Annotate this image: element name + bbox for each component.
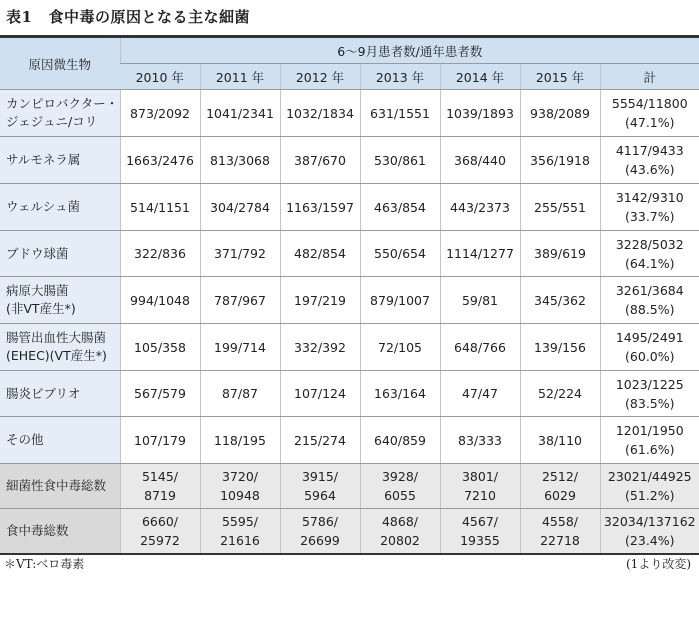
row-label-line: その他 <box>6 432 44 447</box>
total-line: 1201/1950 <box>615 423 684 438</box>
cell-line: 22718 <box>540 532 580 548</box>
row-label <box>0 509 120 554</box>
total-cell <box>600 90 699 137</box>
footnote-vt: ＊VT:ベロ毒素 <box>4 557 85 571</box>
header-total: 計 <box>600 64 699 90</box>
total-line: (83.5%) <box>625 395 675 411</box>
cell-line: 72/105 <box>378 339 422 355</box>
cell-line: 530/861 <box>374 152 426 168</box>
data-cell <box>280 464 360 509</box>
cell-line: 107/124 <box>294 386 346 401</box>
data-cell <box>200 277 280 324</box>
data-cell <box>120 137 200 184</box>
data-cell <box>360 231 440 277</box>
data-cell <box>280 184 360 231</box>
cell-line: 2512/ <box>541 469 579 484</box>
data-cell <box>520 184 600 231</box>
total-line: 1023/1225 <box>615 376 684 392</box>
total-line: 3228/5032 <box>615 236 684 252</box>
cell-line: 20802 <box>380 532 420 548</box>
cell-line: 631/1551 <box>370 105 430 121</box>
cell-line: 199/714 <box>214 339 266 355</box>
cell-line: 6029 <box>544 488 576 503</box>
cell-line: 994/1048 <box>130 292 190 308</box>
cell-line: 5145/ <box>141 469 179 484</box>
header-row-label: 原因微生物 <box>0 37 120 90</box>
row-label-line: 食中毒総数 <box>6 522 69 538</box>
data-cell <box>200 464 280 509</box>
data-cell <box>120 231 200 277</box>
data-cell <box>360 184 440 231</box>
data-cell <box>440 371 520 417</box>
cell-line: 1032/1834 <box>286 105 354 121</box>
data-cell <box>120 324 200 371</box>
table-row <box>0 90 699 137</box>
table-row <box>0 137 699 184</box>
cell-line: 514/1151 <box>130 199 190 215</box>
total-cell <box>600 184 699 231</box>
total-cell <box>600 417 699 464</box>
data-cell <box>360 90 440 137</box>
data-cell <box>280 277 360 324</box>
total-line: 3142/9310 <box>615 190 684 205</box>
row-label <box>0 184 120 231</box>
data-cell <box>520 90 600 137</box>
food-poisoning-table <box>0 35 699 555</box>
data-cell <box>440 184 520 231</box>
total-line: (64.1%) <box>625 255 675 271</box>
data-cell <box>120 277 200 324</box>
total-line: (33.7%) <box>625 209 675 224</box>
cell-line: 304/2784 <box>210 199 270 215</box>
row-label <box>0 324 120 371</box>
cell-line: 139/156 <box>534 339 586 355</box>
data-cell <box>360 277 440 324</box>
cell-line: 938/2089 <box>530 105 590 121</box>
header-group: 6～9月患者数/通年患者数 <box>120 37 699 64</box>
cell-line: 47/47 <box>461 386 499 401</box>
table-row <box>0 417 699 464</box>
data-cell <box>360 464 440 509</box>
row-label-line: ジェジュニ/コリ <box>6 114 98 129</box>
data-cell <box>120 184 200 231</box>
cell-line: 4567/ <box>461 513 499 529</box>
data-cell <box>440 137 520 184</box>
data-cell <box>120 464 200 509</box>
cell-line: 482/854 <box>294 246 346 261</box>
cell-line: 1114/1277 <box>446 246 514 261</box>
cell-line: 5595/ <box>221 513 259 529</box>
cell-line: 215/274 <box>294 432 346 448</box>
data-cell <box>360 371 440 417</box>
data-cell <box>200 324 280 371</box>
header-year: 2015 年 <box>520 64 600 90</box>
cell-line: 83/333 <box>458 432 502 448</box>
data-cell <box>200 417 280 464</box>
table-caption: 食中毒の原因となる主な細菌 <box>48 8 250 26</box>
data-cell <box>280 371 360 417</box>
row-label-line: 腸管出血性大腸菌 <box>6 330 107 345</box>
cell-line: 356/1918 <box>530 152 590 168</box>
cell-line: 879/1007 <box>370 292 430 308</box>
cell-line: 107/179 <box>134 432 186 448</box>
data-cell <box>280 90 360 137</box>
cell-line: 3928/ <box>381 469 419 484</box>
row-label-line: (非VT産生*) <box>6 301 76 316</box>
data-cell <box>200 231 280 277</box>
cell-line: 38/110 <box>538 432 582 448</box>
footnote-source: (1より改変) <box>626 557 691 571</box>
total-cell <box>600 464 699 509</box>
total-line: 4117/9433 <box>615 143 684 158</box>
cell-line: 5964 <box>304 488 336 503</box>
total-cell <box>600 509 699 554</box>
cell-line: 10948 <box>220 488 260 503</box>
data-cell <box>520 324 600 371</box>
data-cell <box>360 324 440 371</box>
cell-line: 873/2092 <box>130 105 190 121</box>
row-label <box>0 277 120 324</box>
row-label-line: 細菌性食中毒総数 <box>6 478 107 493</box>
row-label-line: 病原大腸菌 <box>6 283 69 298</box>
data-cell <box>120 90 200 137</box>
row-label-line: 腸炎ビブリオ <box>6 385 81 401</box>
total-line: (47.1%) <box>625 115 675 130</box>
total-line: (88.5%) <box>625 302 675 317</box>
cell-line: 1039/1893 <box>446 105 514 121</box>
data-cell <box>200 371 280 417</box>
cell-line: 7210 <box>464 488 496 503</box>
cell-line: 4868/ <box>381 513 419 529</box>
data-cell <box>520 371 600 417</box>
total-line: 23021/44925 <box>607 469 692 484</box>
cell-line: 322/836 <box>134 246 186 261</box>
header-year: 2010 年 <box>120 64 200 90</box>
cell-line: 345/362 <box>534 292 586 308</box>
cell-line: 368/440 <box>454 152 506 168</box>
total-line: (43.6%) <box>625 162 675 177</box>
cell-line: 1663/2476 <box>126 152 194 168</box>
table-row <box>0 324 699 371</box>
total-cell <box>600 371 699 417</box>
data-cell <box>200 184 280 231</box>
row-label <box>0 90 120 137</box>
row-label <box>0 137 120 184</box>
cell-line: 6660/ <box>141 513 179 529</box>
row-label <box>0 371 120 417</box>
data-cell <box>520 417 600 464</box>
data-cell <box>360 417 440 464</box>
cell-line: 118/195 <box>214 432 266 448</box>
cell-line: 255/551 <box>534 199 586 215</box>
total-cell <box>600 277 699 324</box>
total-line: 32034/137162 <box>603 513 696 529</box>
data-cell <box>200 137 280 184</box>
cell-line: 52/224 <box>538 386 582 401</box>
table-row <box>0 509 699 554</box>
data-cell <box>520 464 600 509</box>
cell-line: 648/766 <box>454 339 506 355</box>
total-line: (61.6%) <box>625 442 675 457</box>
cell-line: 443/2373 <box>450 199 510 215</box>
data-cell <box>440 417 520 464</box>
data-cell <box>120 417 200 464</box>
header-year: 2012 年 <box>280 64 360 90</box>
data-cell <box>280 417 360 464</box>
table-number: 表1 <box>6 8 33 26</box>
data-cell <box>520 137 600 184</box>
cell-line: 550/654 <box>374 246 426 261</box>
data-cell <box>440 464 520 509</box>
total-line: (23.4%) <box>625 532 675 548</box>
data-cell <box>440 324 520 371</box>
data-cell <box>440 90 520 137</box>
total-line: (51.2%) <box>625 488 675 503</box>
header-year: 2013 年 <box>360 64 440 90</box>
cell-line: 567/579 <box>134 386 186 401</box>
header-year: 2011 年 <box>200 64 280 90</box>
row-label <box>0 417 120 464</box>
cell-line: 163/164 <box>374 386 426 401</box>
total-cell <box>600 231 699 277</box>
data-cell <box>120 509 200 554</box>
total-line: 1495/2491 <box>615 330 684 345</box>
total-line: 5554/11800 <box>611 96 688 111</box>
cell-line: 25972 <box>140 532 180 548</box>
cell-line: 105/358 <box>134 339 186 355</box>
cell-line: 1041/2341 <box>206 105 274 121</box>
table-body <box>0 90 699 554</box>
cell-line: 5786/ <box>301 513 339 529</box>
row-label-line: サルモネラ属 <box>6 152 81 167</box>
cell-line: 371/792 <box>214 246 266 261</box>
cell-line: 389/619 <box>534 246 586 261</box>
cell-line: 813/3068 <box>210 152 270 168</box>
cell-line: 6055 <box>384 488 416 503</box>
data-cell <box>520 231 600 277</box>
data-cell <box>360 509 440 554</box>
data-cell <box>280 324 360 371</box>
header-year: 2014 年 <box>440 64 520 90</box>
row-label <box>0 464 120 509</box>
cell-line: 463/854 <box>374 199 426 215</box>
data-cell <box>440 231 520 277</box>
cell-line: 3801/ <box>461 469 499 484</box>
table-row <box>0 184 699 231</box>
cell-line: 332/392 <box>294 339 346 355</box>
row-label-line: カンピロバクター・ <box>6 96 119 111</box>
data-cell <box>520 509 600 554</box>
data-cell <box>200 509 280 554</box>
cell-line: 387/670 <box>294 152 346 168</box>
data-cell <box>280 137 360 184</box>
table-row <box>0 464 699 509</box>
cell-line: 3915/ <box>301 469 339 484</box>
cell-line: 1163/1597 <box>286 199 354 215</box>
cell-line: 197/219 <box>294 292 346 308</box>
row-label-line: (EHEC)(VT産生*) <box>6 348 107 363</box>
data-cell <box>520 277 600 324</box>
table-row <box>0 277 699 324</box>
data-cell <box>440 277 520 324</box>
total-line: (60.0%) <box>625 349 675 364</box>
cell-line: 787/967 <box>214 292 266 308</box>
cell-line: 59/81 <box>461 292 499 308</box>
cell-line: 3720/ <box>221 469 259 484</box>
table-title <box>6 6 250 27</box>
data-cell <box>120 371 200 417</box>
cell-line: 640/859 <box>374 432 426 448</box>
cell-line: 19355 <box>460 532 500 548</box>
cell-line: 4558/ <box>541 513 579 529</box>
cell-line: 26699 <box>300 532 340 548</box>
row-label-line: ウェルシュ菌 <box>6 199 80 214</box>
data-cell <box>200 90 280 137</box>
total-line: 3261/3684 <box>615 283 684 298</box>
cell-line: 87/87 <box>221 386 259 401</box>
cell-line: 21616 <box>220 532 260 548</box>
row-label <box>0 231 120 277</box>
data-cell <box>360 137 440 184</box>
table-row <box>0 371 699 417</box>
row-label-line: ブドウ球菌 <box>6 245 69 261</box>
table-row <box>0 231 699 277</box>
data-cell <box>280 509 360 554</box>
cell-line: 8719 <box>144 488 176 503</box>
data-cell <box>440 509 520 554</box>
total-cell <box>600 137 699 184</box>
data-cell <box>280 231 360 277</box>
total-cell <box>600 324 699 371</box>
